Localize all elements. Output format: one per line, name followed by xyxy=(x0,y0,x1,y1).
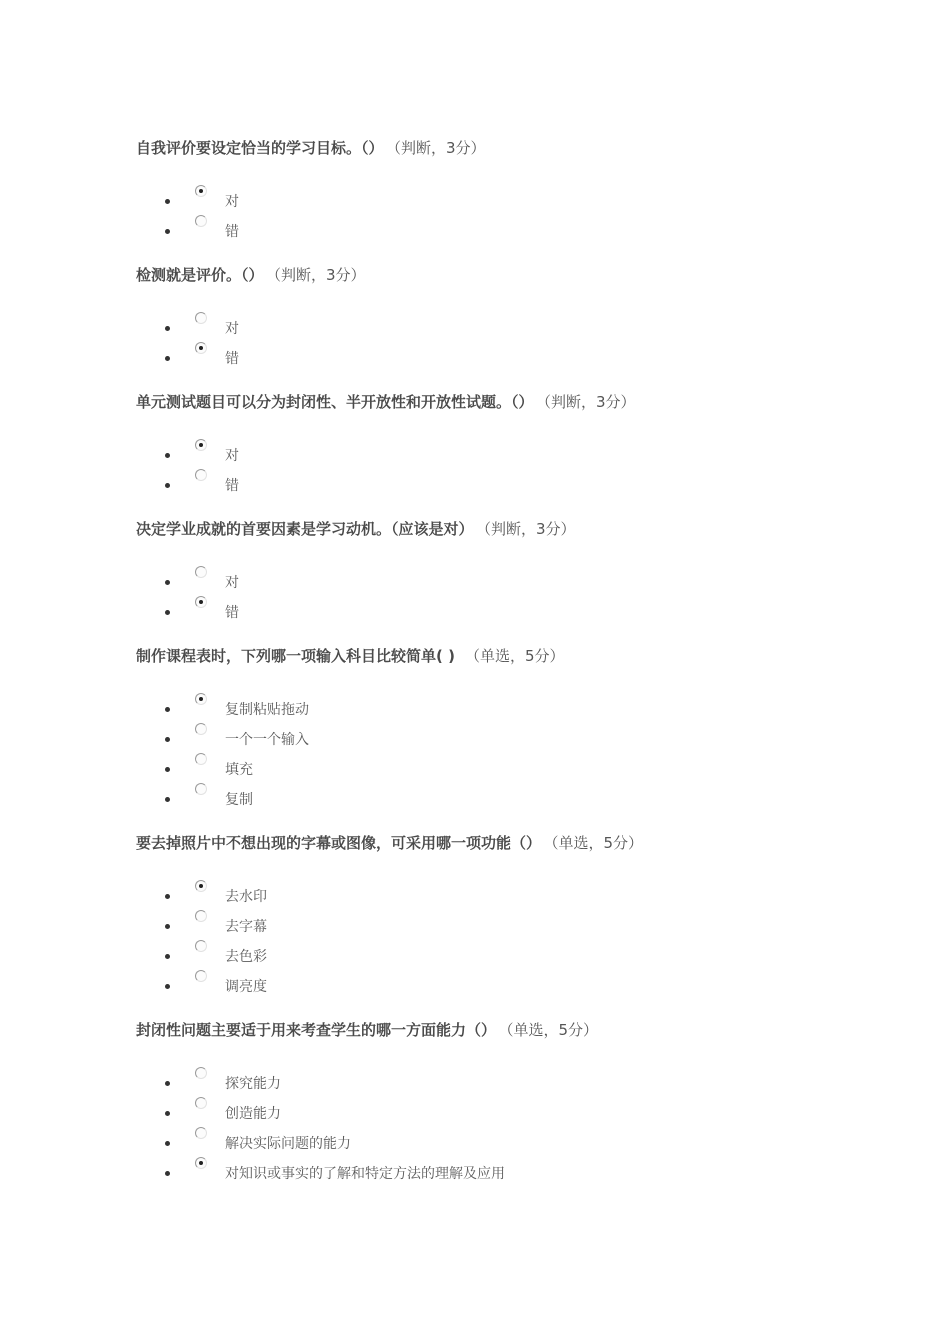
radio-button[interactable] xyxy=(195,940,207,952)
option-label: 复制粘贴拖动 xyxy=(225,702,309,718)
options-list xyxy=(136,566,916,626)
radio-button[interactable] xyxy=(195,970,207,982)
option-label: 去字幕 xyxy=(225,919,267,935)
bullet-icon xyxy=(165,1141,170,1146)
option-item xyxy=(136,693,916,723)
option-label: 去水印 xyxy=(225,889,267,905)
bullet-icon xyxy=(165,797,170,802)
option-label: 对 xyxy=(225,575,239,591)
radio-button[interactable] xyxy=(195,596,207,608)
radio-dot-icon xyxy=(199,1161,203,1165)
option-label: 解决实际问题的能力 xyxy=(225,1136,351,1152)
option-item xyxy=(136,215,916,245)
option-item xyxy=(136,342,916,372)
bullet-icon xyxy=(165,610,170,615)
question-title xyxy=(136,646,916,666)
question-title xyxy=(136,833,916,853)
question-title xyxy=(136,392,916,412)
option-item xyxy=(136,1157,916,1187)
bullet-icon xyxy=(165,580,170,585)
option-item xyxy=(136,970,916,1000)
question-text: 要去掉照片中不想出现的字幕或图像，可采用哪一项功能（） xyxy=(136,834,542,852)
options-list xyxy=(136,312,916,372)
radio-button[interactable] xyxy=(195,566,207,578)
radio-button[interactable] xyxy=(195,185,207,197)
question-1 xyxy=(136,138,916,245)
radio-dot-icon xyxy=(199,346,203,350)
radio-button[interactable] xyxy=(195,1157,207,1169)
option-item xyxy=(136,1127,916,1157)
question-3 xyxy=(136,392,916,499)
bullet-icon xyxy=(165,954,170,959)
radio-button[interactable] xyxy=(195,312,207,324)
question-meta: （单选，5分） xyxy=(551,834,644,852)
bullet-icon xyxy=(165,356,170,361)
bullet-icon xyxy=(165,1111,170,1116)
radio-dot-icon xyxy=(199,443,203,447)
question-title xyxy=(136,1020,916,1040)
question-text: 单元测试题目可以分为封闭性、半开放性和开放性试题。（） xyxy=(136,393,534,411)
option-item xyxy=(136,312,916,342)
bullet-icon xyxy=(165,737,170,742)
question-text: 封闭性问题主要适于用来考查学生的哪一方面能力（） xyxy=(136,1021,497,1039)
option-item xyxy=(136,783,916,813)
option-label: 对知识或事实的了解和特定方法的理解及应用 xyxy=(225,1166,505,1182)
option-label: 去色彩 xyxy=(225,949,267,965)
question-2 xyxy=(136,265,916,372)
radio-button[interactable] xyxy=(195,783,207,795)
question-text: 决定学业成就的首要因素是学习动机。（应该是对） xyxy=(136,520,474,538)
radio-button[interactable] xyxy=(195,1097,207,1109)
options-list xyxy=(136,1067,916,1187)
radio-dot-icon xyxy=(199,697,203,701)
options-list xyxy=(136,880,916,1000)
option-label: 错 xyxy=(225,478,239,494)
options-list xyxy=(136,185,916,245)
option-label: 探究能力 xyxy=(225,1076,281,1092)
question-text: 自我评价要设定恰当的学习目标。（） xyxy=(136,139,384,157)
bullet-icon xyxy=(165,229,170,234)
option-item xyxy=(136,910,916,940)
question-meta: （判断，3分） xyxy=(393,139,486,157)
option-item xyxy=(136,185,916,215)
radio-button[interactable] xyxy=(195,723,207,735)
question-text: 检测就是评价。（） xyxy=(136,266,264,284)
bullet-icon xyxy=(165,707,170,712)
question-6 xyxy=(136,833,916,1000)
question-meta: （判断，3分） xyxy=(543,393,636,411)
options-list xyxy=(136,439,916,499)
question-title xyxy=(136,265,916,285)
option-item xyxy=(136,880,916,910)
option-label: 调亮度 xyxy=(225,979,267,995)
option-label: 错 xyxy=(225,605,239,621)
option-item xyxy=(136,439,916,469)
question-meta: （单选，5分） xyxy=(506,1021,599,1039)
radio-button[interactable] xyxy=(195,880,207,892)
option-item xyxy=(136,1067,916,1097)
radio-button[interactable] xyxy=(195,693,207,705)
radio-button[interactable] xyxy=(195,1127,207,1139)
option-item xyxy=(136,469,916,499)
question-5 xyxy=(136,646,916,813)
radio-button[interactable] xyxy=(195,910,207,922)
option-label: 错 xyxy=(225,351,239,367)
question-4 xyxy=(136,519,916,626)
question-title xyxy=(136,138,916,158)
option-item xyxy=(136,753,916,783)
option-label: 错 xyxy=(225,224,239,240)
radio-dot-icon xyxy=(199,600,203,604)
radio-dot-icon xyxy=(199,189,203,193)
option-item xyxy=(136,723,916,753)
option-item xyxy=(136,1097,916,1127)
bullet-icon xyxy=(165,453,170,458)
bullet-icon xyxy=(165,894,170,899)
bullet-icon xyxy=(165,924,170,929)
bullet-icon xyxy=(165,483,170,488)
bullet-icon xyxy=(165,984,170,989)
question-meta: （单选，5分） xyxy=(464,647,565,665)
question-title xyxy=(136,519,916,539)
option-label: 对 xyxy=(225,448,239,464)
question-7 xyxy=(136,1020,916,1187)
radio-dot-icon xyxy=(199,884,203,888)
option-label: 创造能力 xyxy=(225,1106,281,1122)
bullet-icon xyxy=(165,1081,170,1086)
bullet-icon xyxy=(165,326,170,331)
option-label: 对 xyxy=(225,194,239,210)
bullet-icon xyxy=(165,1171,170,1176)
option-item xyxy=(136,940,916,970)
radio-button[interactable] xyxy=(195,342,207,354)
radio-button[interactable] xyxy=(195,215,207,227)
options-list xyxy=(136,693,916,813)
option-item xyxy=(136,566,916,596)
option-label: 复制 xyxy=(225,792,253,808)
question-meta: （判断，3分） xyxy=(273,266,366,284)
radio-button[interactable] xyxy=(195,1067,207,1079)
radio-button[interactable] xyxy=(195,439,207,451)
option-label: 一个一个输入 xyxy=(225,732,309,748)
option-item xyxy=(136,596,916,626)
bullet-icon xyxy=(165,767,170,772)
question-text: 制作课程表时，下列哪一项输入科目比较简单( ) xyxy=(136,647,455,665)
option-label: 对 xyxy=(225,321,239,337)
option-label: 填充 xyxy=(225,762,253,778)
question-meta: （判断，3分） xyxy=(483,520,576,538)
bullet-icon xyxy=(165,199,170,204)
radio-button[interactable] xyxy=(195,753,207,765)
radio-button[interactable] xyxy=(195,469,207,481)
